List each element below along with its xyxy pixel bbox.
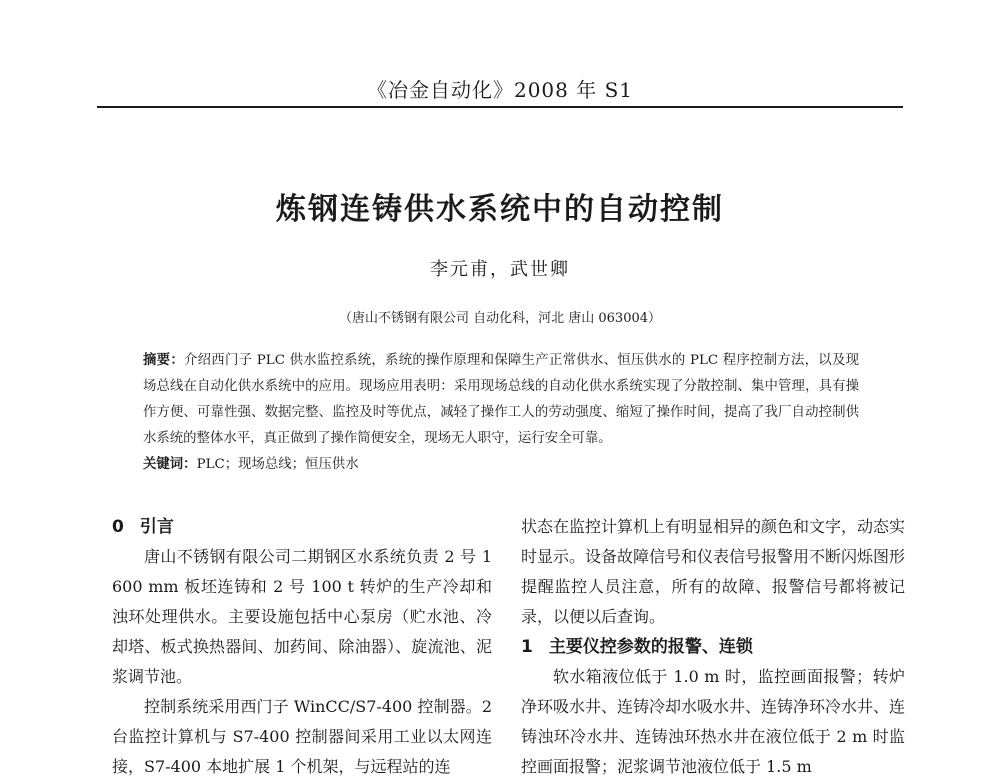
body-paragraph: 唐山不锈钢有限公司二期钢区水系统负责 2 号 1 600 mm 板坯连铸和 2 号 100 t 转炉的生产冷却和浊环处理供水。主要设施包括中心泵房（贮水池、冷却塔、板式换热器间、加药间、除油器）、旋流池、泥浆调节池。 bbox=[112, 547, 492, 686]
section-title: 引言 bbox=[139, 517, 174, 537]
abstract-text: 介绍西门子 PLC 供水监控系统，系统的操作原理和保障生产正常供水、恒压供水的 PLC 程序控制方法，以及现场总线在自动化供水系统中的应用。现场应用表明：采用现场总线的自动化供水系统实现了分散控制、集中管理，具有操作方便、可靠性强、数据完整、监控及时等优点，减轻了操作工人的劳动强度、缩短了操作时间，提高了我厂自动控制供水系统的整体水平，真正做到了操作简便安全，现场无人职守，运行安全可靠。 bbox=[143, 353, 860, 446]
keywords-label: 关键词： bbox=[143, 457, 197, 472]
section-heading-0 bbox=[112, 512, 492, 542]
section-number: 1 bbox=[521, 637, 533, 657]
authors: 李元甫，武世卿 bbox=[430, 259, 570, 280]
affiliation: （唐山不锈钢有限公司 自动化科，河北 唐山 063004） bbox=[338, 311, 662, 326]
body-paragraph: 软水箱液位低于 1.0 m 时，监控画面报警；转炉净环吸水井、连铸冷却水吸水井、连铸净环冷水井、连铸浊环冷水井、连铸浊环热水井在液位低于 2 m 时监控画面报警；泥浆调节池液位低于 1.5 m bbox=[521, 667, 906, 776]
section-number: 0 bbox=[112, 517, 124, 537]
paper-title: 炼钢连铸供水系统中的自动控制 bbox=[276, 192, 724, 227]
abstract-paragraph bbox=[143, 348, 859, 452]
body-paragraph: 控制系统采用西门子 WinCC/S7-400 控制器。2 台监控计算机与 S7-400 控制器间采用工业以太网连接，S7-400 本地扩展 1 个机架，与远程站的连 bbox=[112, 697, 492, 776]
section-title: 主要仪控参数的报警、连锁 bbox=[548, 637, 753, 657]
header-rule bbox=[97, 106, 903, 108]
right-column bbox=[521, 512, 905, 782]
body-paragraph: 状态在监控计算机上有明显相异的颜色和文字，动态实时显示。设备故障信号和仪表信号报警用不断闪烁图形提醒监控人员注意，所有的故障、报警信号都将被记录，以便以后查询。 bbox=[521, 517, 906, 626]
keywords-text: PLC；现场总线；恒压供水 bbox=[196, 457, 359, 472]
section-heading-1 bbox=[521, 632, 905, 662]
keywords-paragraph bbox=[143, 452, 859, 478]
left-column bbox=[112, 512, 492, 782]
journal-header: 《冶金自动化》2008 年 S1 bbox=[366, 78, 634, 102]
abstract-block bbox=[143, 348, 859, 478]
abstract-label: 摘要： bbox=[143, 353, 184, 368]
